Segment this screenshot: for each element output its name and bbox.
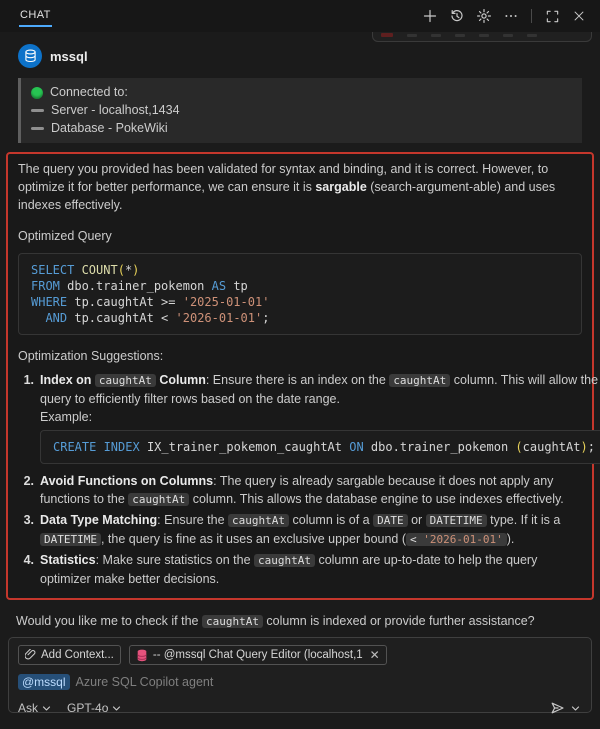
- add-context-label: Add Context...: [41, 649, 114, 661]
- maximize-panel-button[interactable]: [541, 5, 563, 27]
- history-icon: [449, 8, 465, 24]
- list-number: 2.: [23, 474, 34, 488]
- optimized-query-heading: Optimized Query: [18, 229, 112, 243]
- mode-dropdown[interactable]: [18, 701, 51, 715]
- context-attachment-label: -- @mssql Chat Query Editor (localhost,1: [152, 649, 363, 661]
- chip-close-icon[interactable]: ✕: [369, 648, 380, 662]
- titlebar-divider: [531, 9, 532, 23]
- tab-chat[interactable]: [20, 3, 51, 30]
- gear-icon: [476, 8, 492, 24]
- mention-chip: @mssql: [18, 674, 70, 690]
- dash-icon: [31, 109, 44, 113]
- connection-title: Connected to:: [50, 85, 128, 99]
- suggestion-2-text: Avoid Functions on Columns: The query is already sargable because it does not apply any functions to the caughtAt column. This allows the database engine to use indexes effectively.: [40, 474, 564, 506]
- send-options-button[interactable]: [571, 705, 580, 712]
- mode-label: Ask: [18, 701, 39, 715]
- context-attachment-chip[interactable]: [129, 645, 387, 665]
- connection-server: Server - localhost,1434: [51, 103, 180, 117]
- suggestion-item-4: [18, 551, 582, 588]
- chat-panel-titlebar: [0, 0, 600, 32]
- ellipsis-icon: [503, 8, 519, 24]
- suggestions-heading: Optimization Suggestions:: [18, 349, 164, 363]
- close-panel-button[interactable]: [568, 5, 590, 27]
- peek-red-fragment: [381, 33, 393, 37]
- database-icon: [136, 649, 148, 662]
- chat-text-input[interactable]: [18, 673, 582, 691]
- model-dropdown[interactable]: [67, 701, 121, 715]
- suggestion-item-2: [18, 472, 582, 509]
- response-intro: The query you provided has been validated for syntax and binding, and it is correct. However, to optimize it for better performance, we can ensure it is sargable (search-argument-able) and uses indexes effectively.: [18, 162, 556, 212]
- active-tab-indicator: [19, 25, 52, 27]
- send-button[interactable]: [549, 700, 566, 716]
- paperclip-icon: [25, 649, 36, 661]
- expand-icon: [545, 9, 560, 24]
- suggestion-3-text: Data Type Matching: Ensure the caughtAt column is of a DATE or DATETIME type. If it is a DATETIME , the query is fine as it uses an exclusive upper bound ( < '2026-01-01' ).: [40, 513, 561, 546]
- status-green-dot-icon: [31, 87, 43, 99]
- sql-code-block: SELECT COUNT(*) FROM dbo.trainer_pokemon AS tp WHERE tp.caughtAt >= '2025-01-01' AND tp.caughtAt < '2026-01-01';: [18, 253, 582, 335]
- send-icon: [549, 700, 566, 716]
- chevron-down-icon: [571, 705, 580, 712]
- chat-history-button[interactable]: [446, 5, 468, 27]
- list-number: 1.: [23, 373, 34, 387]
- suggestions-list: [18, 371, 599, 588]
- more-actions-button[interactable]: [500, 5, 522, 27]
- suggestion-item-1: [18, 371, 599, 470]
- create-index-code-block: CREATE INDEX IX_trainer_pokemon_caughtAt ON dbo.trainer_pokemon (caughtAt);: [40, 430, 600, 464]
- agent-header: [18, 44, 600, 68]
- follow-up-question: Would you like me to check if the caughtAt column is indexed or provide further assistance?: [16, 614, 535, 628]
- close-icon: [572, 9, 586, 23]
- chat-input-box: [8, 637, 592, 713]
- tab-chat-label: CHAT: [20, 8, 51, 21]
- chevron-down-icon: [42, 705, 51, 712]
- dash-icon: [31, 127, 44, 131]
- database-avatar-icon: [24, 49, 37, 63]
- model-label: GPT-4o: [67, 701, 109, 715]
- suggestion-item-3: [18, 511, 582, 549]
- agent-name: mssql: [50, 48, 88, 64]
- suggestion-1-text: Index on caughtAt Column: Ensure there is an index on the caughtAt column. This will allow the query to efficiently filter rows based on the date range. Example:: [40, 373, 599, 424]
- connection-database: Database - PokeWiki: [51, 121, 168, 135]
- mssql-avatar: [18, 44, 42, 68]
- list-number: 3.: [23, 513, 34, 527]
- list-number: 4.: [23, 553, 34, 567]
- suggestion-4-text: Statistics: Make sure statistics on the caughtAt column are up-to-date to help the query optimizer make better decisions.: [40, 553, 538, 586]
- new-chat-button[interactable]: [419, 5, 441, 27]
- chevron-down-icon: [112, 705, 121, 712]
- connection-info-block: [18, 78, 582, 143]
- input-placeholder: Azure SQL Copilot agent: [75, 675, 214, 689]
- settings-button[interactable]: [473, 5, 495, 27]
- plus-icon: [422, 8, 438, 24]
- add-context-button[interactable]: [18, 645, 121, 665]
- assistant-response-highlighted: [6, 152, 599, 600]
